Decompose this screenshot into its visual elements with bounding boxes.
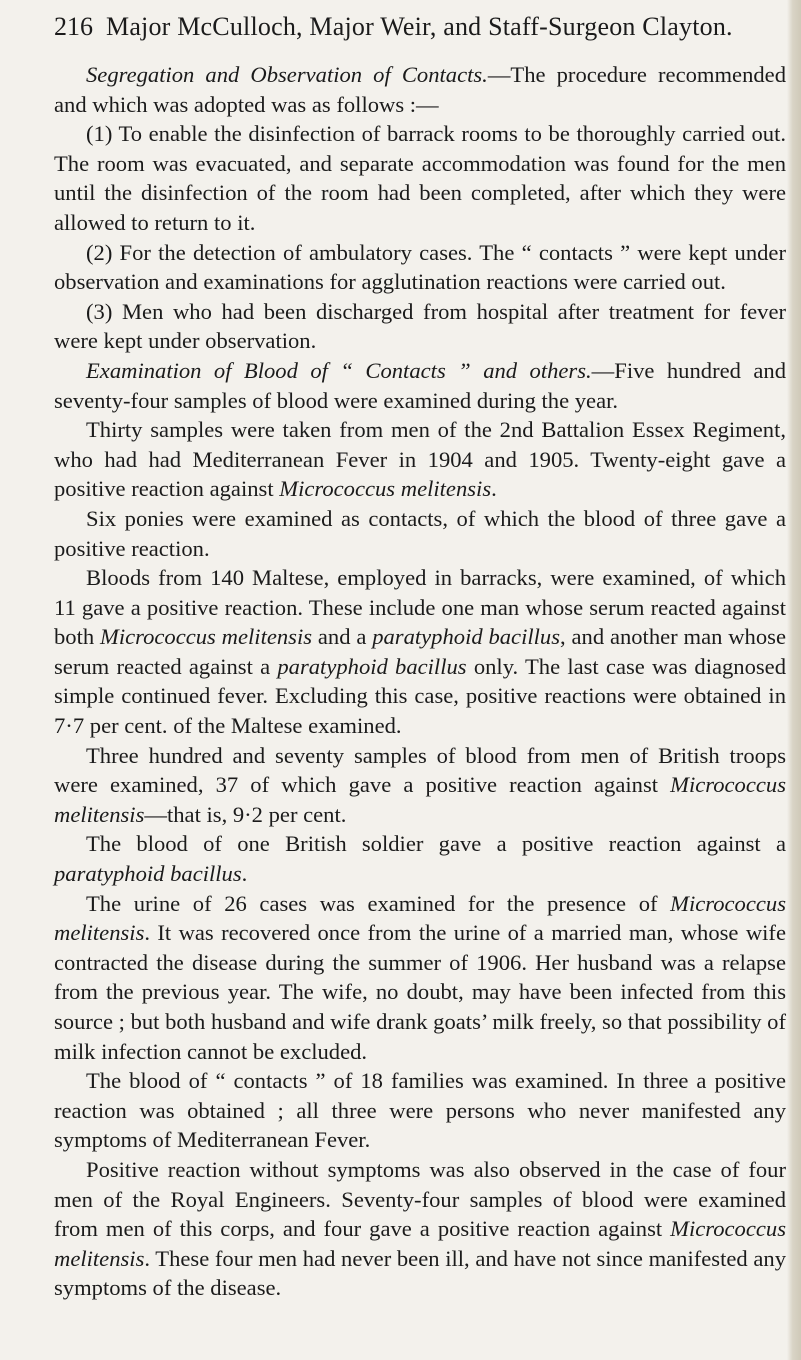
page-number: 216 — [54, 12, 93, 41]
paragraph-item-2: (2) For the detection of ambulatory cases. The “ contacts ” were kept under observation and examinations for agglutination reactions were carried out. — [54, 239, 786, 295]
paragraph-examination: Examination of Blood of “ Contacts ” and others.—Five hundred and seventy-four samples of blood were examined during the year. — [54, 357, 786, 413]
paragraph-item-3: (3) Men who had been discharged from hospital after treatment for fever were kept under observation. — [54, 298, 786, 354]
paragraph-segregation: Segregation and Observation of Contacts.—The procedure recommended and which was adopted was as follows :— — [54, 62, 787, 117]
page-header — [54, 10, 786, 44]
section-heading-segregation: Segregation and Observation of Contacts. — [86, 62, 488, 87]
paragraph-item-1: (1) To enable the disinfection of barrack rooms to be thoroughly carried out. The room was evacuated, and separate accommodation was found for the men until the disinfection of the room had been completed, after which they were allowed to return to it. — [54, 121, 786, 235]
paragraph-maltese: Bloods from 140 Maltese, employed in barracks, were examined, of which 11 gave a positive reaction. These include one man whose serum reacted against both Micrococcus melitensis and a paratyphoid bacillus, and another man whose serum reacted against a paratyphoid bacillus only. The last case was diagnosed simple continued fever. Excluding this case, positive reactions were obtained in 7·7 per cent. of the Maltese examined. — [54, 565, 787, 739]
paragraph-british-soldier: The blood of one British soldier gave a positive reaction against a paratyphoid bacillus. — [54, 831, 786, 887]
scan-edge-shadow — [787, 0, 801, 1360]
paragraph-british-troops: Three hundred and seventy samples of blood from men of British troops were examined, 37 of which gave a positive reaction against Micrococcus melitensis—that is, 9·2 per cent. — [54, 742, 786, 827]
paragraph-urine: The urine of 26 cases was examined for the presence of Micrococcus melitensis. It was recovered once from the urine of a married man, whose wife contracted the disease during the summer of 1906. Her husband was a relapse from the previous year. The wife, no doubt, may have been infected from this source ; but both husband and wife drank goats’ milk freely, so that possibility of milk infection cannot be excluded. — [54, 890, 786, 1064]
paragraph-essex: Thirty samples were taken from men of the 2nd Battalion Essex Regiment, who had had Mediterranean Fever in 1904 and 1905. Twenty-eight gave a positive reaction against Micrococcus melitensis. — [54, 417, 786, 502]
body-text — [54, 60, 786, 1303]
running-head: Major McCulloch, Major Weir, and Staff-Surgeon Clayton. — [106, 12, 733, 41]
book-page — [54, 10, 786, 1303]
paragraph-families: The blood of “ contacts ” of 18 families was examined. In three a positive reaction was obtained ; all three were persons who never manifested any symptoms of Mediterranean Fever. — [54, 1068, 786, 1153]
paragraph-ponies: Six ponies were examined as contacts, of which the blood of three gave a positive reaction. — [54, 505, 786, 561]
paragraph-royal-engineers: Positive reaction without symptoms was also observed in the case of four men of the Royal Engineers. Seventy-four samples of blood were examined from men of this corps, and four gave a positive reaction against Micrococcus melitensis. These four men had never been ill, and have not since manifested any symptoms of the disease. — [54, 1156, 786, 1301]
section-heading-examination: Examination of Blood of “ Contacts ” and others. — [86, 357, 592, 383]
